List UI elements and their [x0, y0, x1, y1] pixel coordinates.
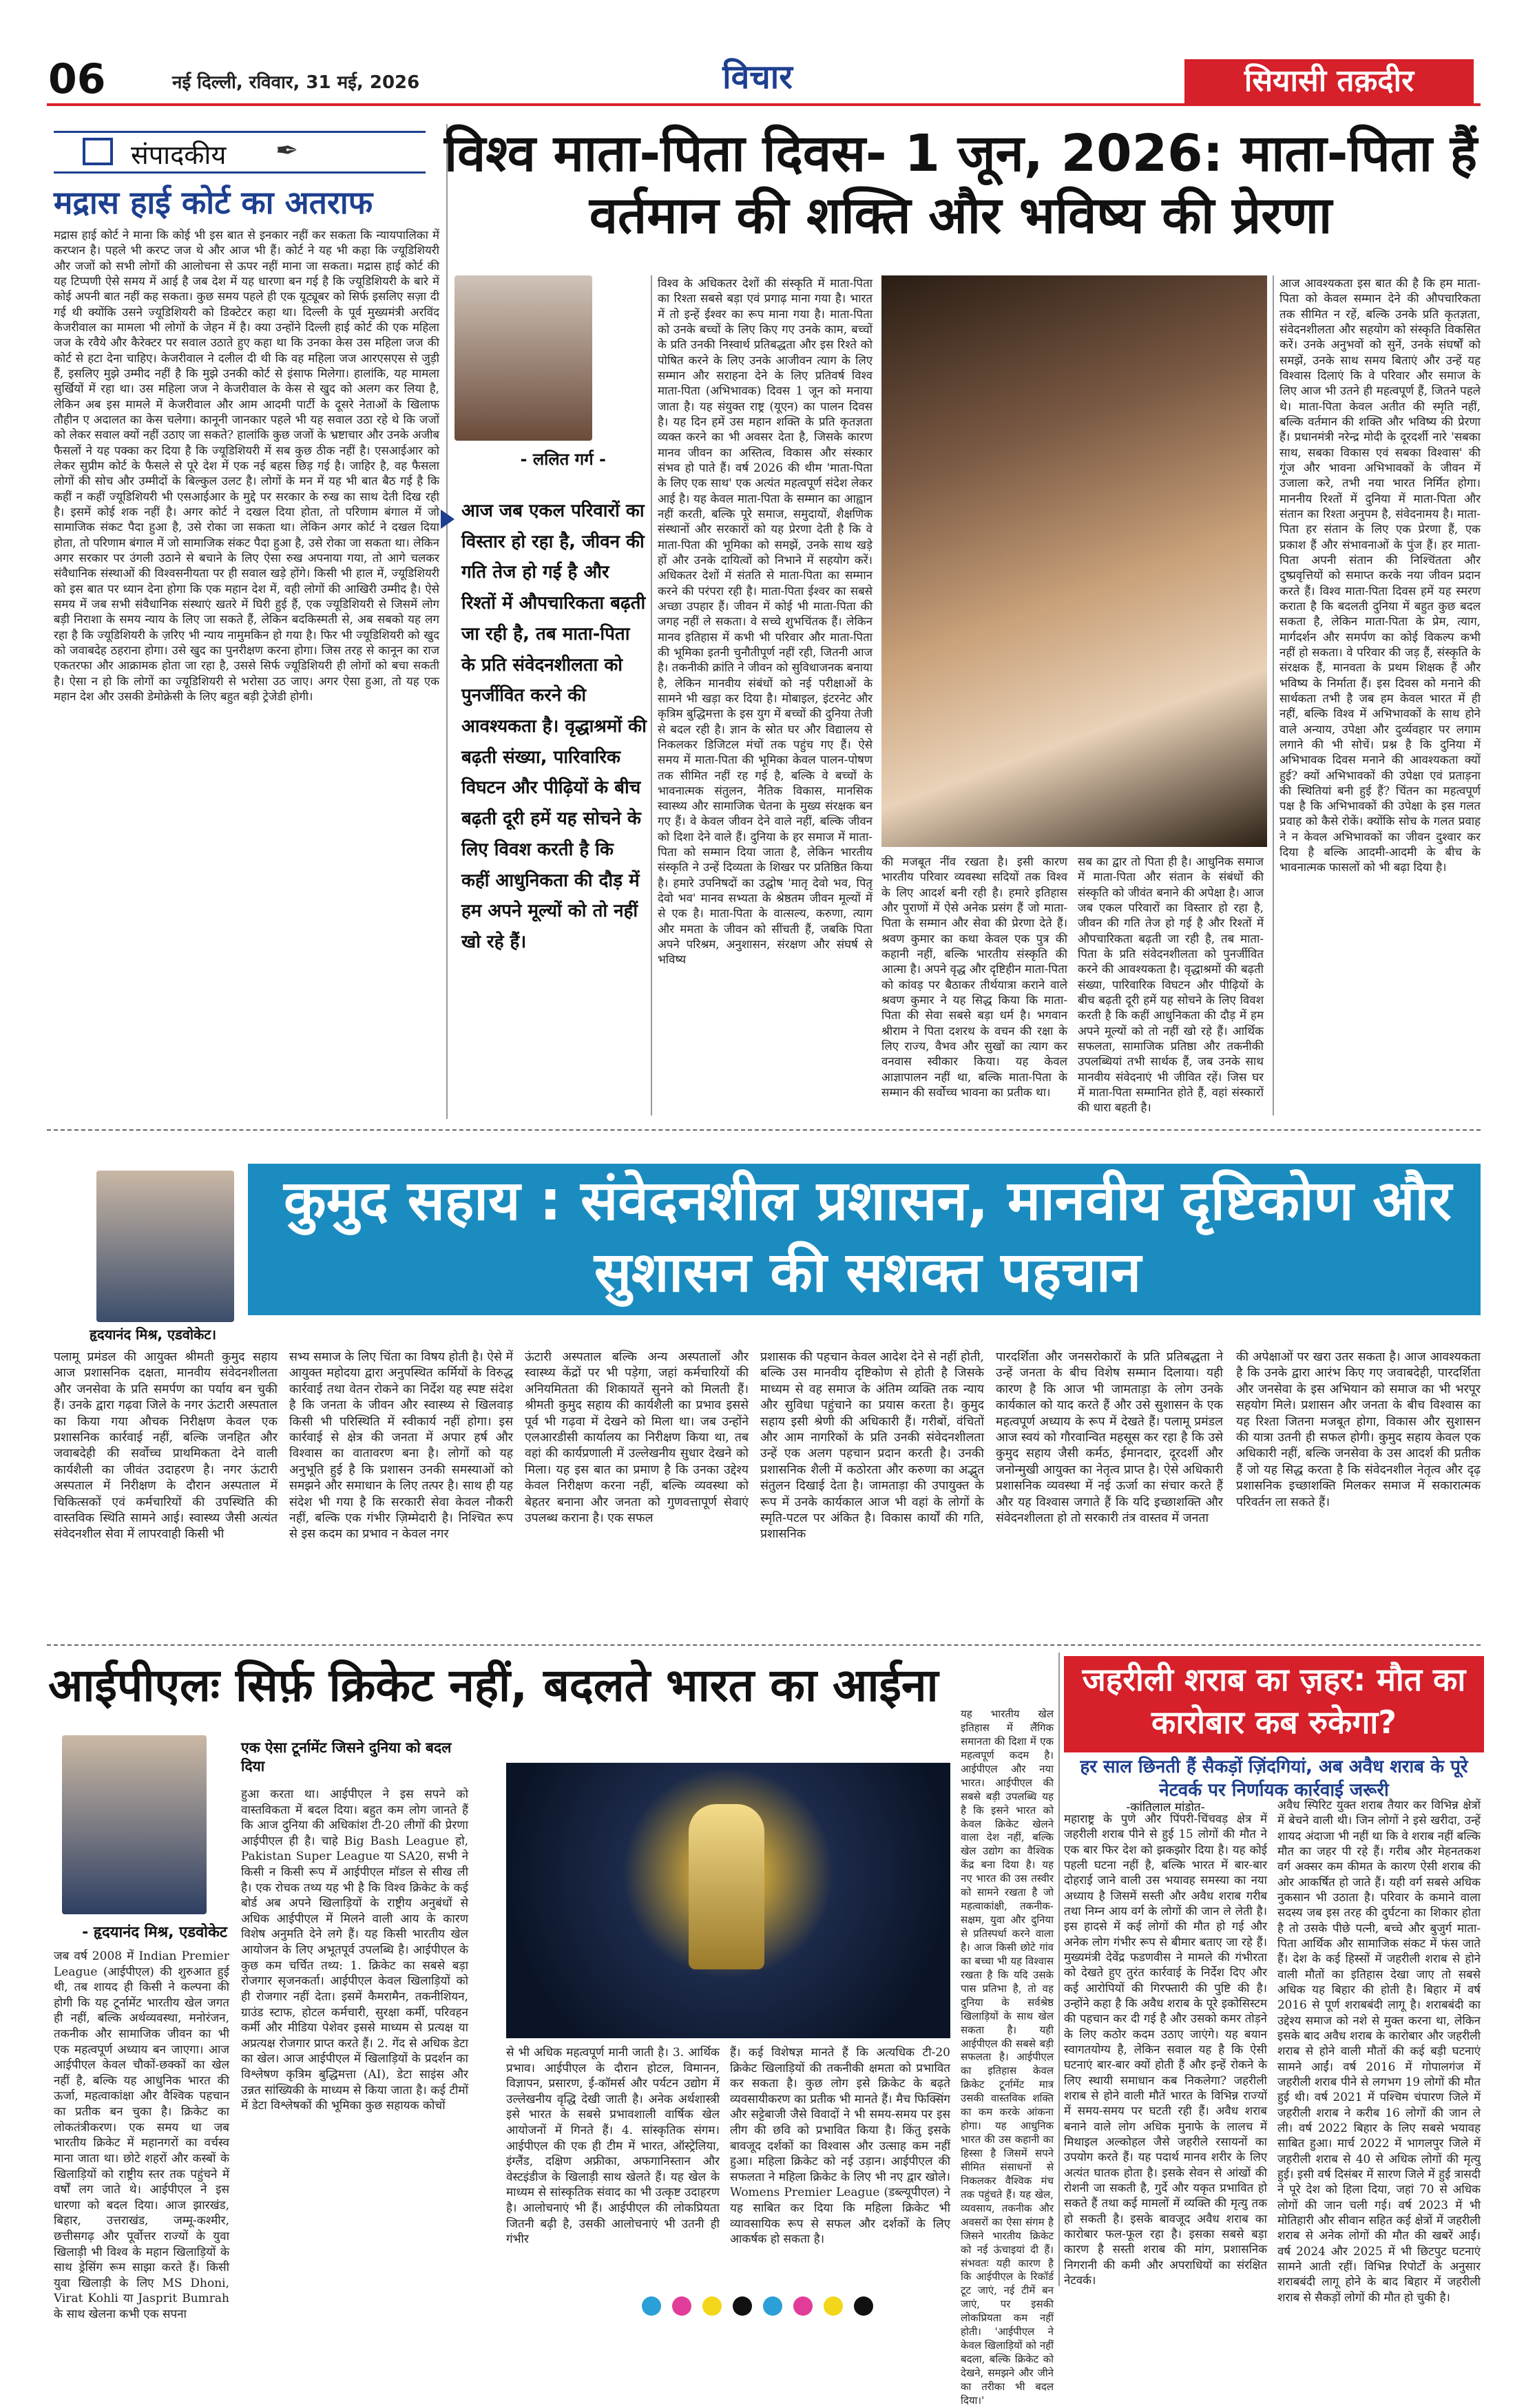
lead-column-3: सब का द्वार तो पिता ही है। आधुनिक समाज में माता-पिता और संतान के संबंधों की संस्कृति को जीवंत बनाने की अपेक्षा है। आज जब एकल परिवारों का विस्तार हो रहा है, जीवन की गति तेज हो गई है और रिश्तों में औपचारिकता बढ़ती जा रही है, तब माता-पिता के प्रति संवेदनशीलता को पुनर्जीवित करने की आवश्यकता है। वृद्धाश्रमों की बढ़ती संख्या, पारिवारिक विघटन और पीढ़ियों के बीच बढ़ती दूरी हमें यह सोचने के लिए विवश करती है कि कहीं आधुनिकता की दौड़ में हम अपने मूल्यों को तो नहीं खो रहे हैं। आर्थिक सफलता, सामाजिक प्रतिष्ठा और तकनीकी उपलब्धियां तभी सार्थक हैं, जब उनके साथ मानवीय संवेदनाएं भी जीवित रहें। जिस घर में माता-पिता सम्मानित होते हैं, वहां संस्कारों की धारा बहती है।: [1078, 855, 1264, 1115]
liquor-column-1: महाराष्ट्र के पुणे और पिंपरी-चिंचवड़ क्षेत्र में जहरीली शराब पीने से हुई 15 लोगों की मौत ने एक बार फिर देश को झकझोर दिया है। यह कोई पहली घटना नहीं है, बल्कि भारत में बार-बार दोहराई जाने वाली उस भयावह समस्या का नया अध्याय है जिसमें सस्ती और अवैध शराब गरीब तथा निम्न आय वर्ग के लोगों की जान ले लेती है। इस हादसे में कई लोगों की मौत हो गई और अनेक लोग गंभीर रूप से बीमार बताए जा रहे हैं। मुख्यमंत्री देवेंद्र फडणवीस ने मामले की गंभीरता को देखते हुए तुरंत कार्रवाई के निर्देश दिए और कई आरोपियों की गिरफ्तारी की पुष्टि की है। उन्होंने कहा है कि अवैध शराब के पूरे इकोसिस्टम की पहचान कर दी गई है और उसको कमर तोड़ने के लिए कठोर कदम उठाए जाएंगे। यह बयान स्वागतयोग्य है, लेकिन सवाल यह है कि ऐसी घटनाएं बार-बार क्यों होती हैं और इन्हें रोकने के लिए स्थायी समाधान कब निकलेगा? जहरीली शराब से होने वाली मौतें भारत के विभिन्न राज्यों में समय-समय पर घटती रही हैं। अवैध शराब बनाने वाले लोग अधिक मुनाफे के लालच में मिथाइल अल्कोहल जैसे जहरीले रसायनों का उपयोग करते हैं। यह पदार्थ मानव शरीर के लिए अत्यंत घातक होता है। इसके सेवन से आंखों की रोशनी जा सकती है, गुर्दे और यकृत प्रभावित हो सकते हैं तथा कई मामलों में व्यक्ति की मृत्यु तक हो सकती है। इसके बावजूद अवैध शराब का कारोबार फल-फूल रहा है। इसका सबसे बड़ा कारण है सस्ती शराब की मांग, प्रशासनिक निगरानी की कमी और अपराधियों का संरक्षित नेटवर्क।: [1064, 1812, 1267, 2287]
story2-column-4: प्रशासक की पहचान केवल आदेश देने से नहीं होती, बल्कि उस मानवीय दृष्टिकोण से होती है जिसके माध्यम से वह समाज के अंतिम व्यक्ति तक न्याय और सुविधा पहुंचाने का प्रयास करता है। कुमुद सहाय इसी श्रेणी की अधिकारी हैं। गरीबों, वंचितों और आम नागरिकों के प्रति उनकी संवेदनशीलता उन्हें एक अलग पहचान प्रदान करती है। उनकी प्रशासनिक शैली में कठोरता और करुणा का अद्भुत संतुलन दिखाई देता है। जामताड़ा की उपायुक्त के रूप में उनके कार्यकाल आज भी वहां के लोगों के स्मृति-पटल पर अंकित है। विकास कार्यों की गति, प्रशासनिक: [760, 1350, 984, 1542]
lead-headline: विश्व माता-पिता दिवस- 1 जून, 2026: माता-पिता हैं वर्तमान की शक्ति और भविष्य की प्रेरणा: [443, 124, 1478, 246]
story2-column-2: सभ्य समाज के लिए चिंता का विषय होती है। ऐसे में आयुक्त महोदया द्वारा अनुपस्थित कर्मियों के विरुद्ध कार्रवाई तथा वेतन रोकने का निर्देश यह स्पष्ट संदेश है कि जनता के जीवन और स्वास्थ्य से खिलवाड़ किसी भी परिस्थिति में स्वीकार्य नहीं होगा। इस कार्रवाई से क्षेत्र की जनता में अपार हर्ष और विश्वास का वातावरण बना है। लोगों को यह अनुभूति हुई है कि प्रशासन उनकी समस्याओं को समझने और समाधान के लिए तत्पर है। साथ ही यह संदेश भी गया है कि सरकारी सेवा केवल नौकरी नहीं, बल्कि एक गंभीर ज़िम्मेदारी है। निश्चित रूप से इस कदम का प्रभाव न केवल नगर: [289, 1350, 513, 1542]
ipl-column-2: हुआ करता था। आईपीएल ने इस सपने को वास्तविकता में बदल दिया। बहुत कम लोग जानते हैं कि आज दुनिया की अधिकांश टी-20 लीगों की प्रेरणा आईपीएल ही है। चाहे Big Bash League हो, Pakistan Super League या SA20, सभी ने किसी न किसी रूप में आईपीएल मॉडल से सीख ली है। एक रोचक तथ्य यह भी है कि विश्व क्रिकेट के कई बोर्ड अब अपने खिलाड़ियों के राष्ट्रीय अनुबंधों से अधिक आईपीएल में मिलने वाली आय के कारण विशेष अनुमति देने लगे हैं। यह किसी भारतीय खेल आयोजन के लिए अभूतपूर्व उपलब्धि है। आईपीएल के कुछ कम चर्चित तथ्य: 1. क्रिकेट का सबसे बड़ा रोजगार सृजनकर्ता। आईपीएल केवल खिलाड़ियों को ही रोजगार नहीं देता। इसमें कैमरामैन, तकनीशियन, ग्राउंड स्टाफ, होटल कर्मचारी, सुरक्षा कर्मी, परिवहन कर्मी और मीडिया पेशेवर इससे माध्यम से प्रत्यक्ष या अप्रत्यक्ष रोजगार प्राप्त करते हैं। 2. गेंद से अधिक डेटा का खेल। आज आईपीएल में खिलाड़ियों के प्रदर्शन का विश्लेषण कृत्रिम बुद्धिमत्ता (AI), डेटा साइंस और उन्नत सांख्यिकी के माध्यम से किया जाता है। कई टीमों में डेटा विश्लेषकों की भूमिका कुछ सहायक कोचों: [241, 1788, 468, 2113]
section-divider: [47, 1129, 1481, 1131]
family-photo: [881, 275, 1267, 847]
masthead-rule: [47, 103, 1481, 106]
section-divider: [47, 1644, 1481, 1646]
lead-column-4: आज आवश्यकता इस बात की है कि हम माता-पिता को केवल सम्मान देने की औपचारिकता तक सीमित न रहें, बल्कि उनके प्रति कृतज्ञता, संवेदनशीलता और सहयोग को संस्कृति विकसित करें। उनके अनुभवों को सुनें, उनके संघर्षों को समझें, उनके साथ समय बिताएं और उन्हें यह विश्वास दिलाएं कि वे परिवार और समाज के लिए आज भी उतने ही महत्वपूर्ण हैं, जितने पहले थे। माता-पिता केवल अतीत की स्मृति नहीं, बल्कि वर्तमान की शक्ति और भविष्य की प्रेरणा हैं। प्रधानमंत्री नरेन्द्र मोदी के दूरदर्शी नारे 'सबका साथ, सबका विकास एवं सबका विश्वास' की गूंज और भावना अभिभावकों के जीवन में उजाला करे, तभी नया भारत निर्मित होगा। माननीय रिश्तों में दुनिया में माता-पिता और संतान का रिश्ता अनुपम है, संवेदनामय है। माता-पिता हर संतान के लिए एक प्रेरणा हैं, एक प्रकाश हैं और संभावनाओं के पुंज हैं। हर माता-पिता अपनी संतान की निश्चिंतता और दुष्प्रवृत्तियों को समाप्त करके नया जीवन प्रदान करते हैं। विश्व माता-पिता दिवस हमें यह स्मरण कराता है कि बदलती दुनिया में बहुत कुछ बदल सकता है, लेकिन माता-पिता के प्रेम, त्याग, मार्गदर्शन और समर्पण का कोई विकल्प कभी नहीं हो सकता। वे परिवार की जड़ हैं, संस्कृति के संरक्षक हैं, मानवता के प्रथम शिक्षक हैं और भविष्य के निर्माता हैं। इस दिवस को मनाने की सार्थकता तभी है जब हम केवल भारत में ही नहीं, बल्कि विश्व में अभिभावकों के साथ होने वाले अन्याय, उपेक्षा और दुर्व्यवहार पर लगाम लगाने की भी सोचें। प्रश्न है कि दुनिया में अभिभावक दिवस मनाने की आवश्यकता क्यों हुई? क्यों अभिभावकों की उपेक्षा एवं प्रताड़ना की स्थितियां बनी हुई हैं? चिंतन का महत्वपूर्ण पक्ष है कि अभिभावकों की उपेक्षा के इस गलत प्रवाह को कैसे रोकें। क्योंकि सोच के गलत प्रवाह ने न केवल अभिभावकों का जीवन दुश्वार कर दिया है बल्कि आदमी-आदमी के बीच के भावनात्मक फासलों को भी बढ़ा दिया है।: [1279, 276, 1481, 875]
lead-author: - ललित गर्ग -: [520, 450, 606, 469]
editorial-body: मद्रास हाई कोर्ट ने माना कि कोई भी इस बात से इनकार नहीं कर सकता कि न्यायपालिका में करप्शन है। पहले भी करप्ट जज थे और आज भी हैं। कोर्ट ने यह भी कहा कि ज्यूडिशियरी और जजों को सभी लोगों की आलोचना से ऊपर नहीं माना जा सकता। मद्रास हाई कोर्ट की यह टिप्पणी ऐसे समय में आई है जब देश में यह धारणा बन गई है कि ज्यूडिशियरी के बारे में कोई अपनी बात नहीं कह सकता। कुछ समय पहले ही एक यूट्यूबर को सिर्फ इसलिए सज़ा दी गई थी क्योंकि उसने ज्यूडिशियरी को डिक्टेटर कहा था। दिल्ली के पूर्व मुख्यमंत्री अरविंद केजरीवाल का मामला भी लोगों के जेहन में है। क्या उन्होंने दिल्ली हाई कोर्ट की एक महिला जज के रवैये और कैरेक्टर पर सवाल उठाते हुए कहा था कि उनका केस उस महिला जज की कोर्ट से हटा देना चाहिए। केजरीवाल ने दलील दी थी कि वह महिला जज आरएसएस से जुड़ी हैं, इसलिए मुझे उम्मीद नहीं है कि मुझे उनकी कोर्ट से इंसाफ मिलेगा। हालांकि, यह मामला सुर्खियों में रहा था। उस महिला जज ने केजरीवाल के केस से खुद को अलग कर लिया है, लेकिन अब इस मामले में केजरीवाल और आम आदमी पार्टी के दूसरे नेताओं के खिलाफ तौहीन ए अदालत का केस चलेगा। कानूनी जानकार पहले भी यह सवाल उठा रहे थे कि जजों को लेकर सवाल क्यों नहीं उठाए जा सकते? हालांकि कुछ जजों के भ्रष्टाचार और उनके अजीब फैसलों ने यह पक्का कर दिया है कि ज्यूडिशियरी में सब कुछ ठीक नहीं है। एसआईआर को लेकर सुप्रीम कोर्ट के फैसले से पूरे देश में एक नई बहस छिड़ गई है। जाहिर है, वह फैसला लोगों की सोच और उम्मीदों के बिल्कुल उलट है। लोगों के मन में यह भी बात बैठ गई है कि कहीं न कहीं ज्यूडिशियरी भी एसआईआर के मुद्दे पर सरकार के रुख का साथ देती दिख रही है। इसमें कोई शक नहीं है। अगर कोर्ट ने दखल दिया होता, तो परिणाम बंगाल में जो सामाजिक संकट पैदा हुआ है, उसे रोका जा सकता था। लेकिन अगर कोर्ट ने दखल दिया होता, तो परिणाम बंगाल में जो सामाजिक संकट पैदा हुआ है, उसे रोका जा सकता था। लेकिन अगर सरकार पर उंगली उठाने से बचाने के लिए ऐसा रुख अपनाया गया, तो आगे चलकर संवैधानिक संस्थाओं की विश्वसनीयता पर ही सवाल खड़े होंगे। किसी भी हाल में, ज्यूडिशियरी को इस बात पर ध्यान देना होगा कि एक महान देश में, वही लोगों की आखिरी उम्मीद है। ऐसे समय में जब सभी संवैधानिक संस्थाएं खतरे में घिरी हुई हैं, एक ज्यूडिशियरी से जिसमें लोग बड़ी निराशा के समय न्याय के लिए जा सकते हैं, लेकिन बदकिस्मती से, अब सबको यह लग रहा है कि ज्यूडिशियरी के ज़रिए भी न्याय नामुमकिन हो गया है। फिर भी ज्यूडिशियरी को खुद को जवाबदेह ठहराना होगा। उसे खुद का पुनरीक्षण करना होगा। जिस तरह से कानून का राज एकतरफा और आक्रामक होता जा रहा है, उससे सिर्फ ज्यूडिशियरी ही लोगों को बचा सकती है। ऐसा न हो कि लोगों का ज्यूडिशियरी से भरोसा उठ जाए। अगर ऐसा हुआ, तो यह एक महान देश और उसकी डेमोक्रेसी के लिए बहुत बड़ी ट्रेजेडी होगी।: [54, 228, 439, 703]
author-photo: [62, 1735, 207, 1914]
register-dot: [824, 2296, 843, 2316]
editorial-tag: संपादकीय: [131, 140, 227, 170]
story2-column-3: ऊंटारी अस्पताल बल्कि अन्य अस्पतालों और स्वास्थ्य केंद्रों पर भी पड़ेगा, जहां कर्मचारियों की अनियमितता की शिकायतें सुनने को मिलती हैं। श्रीमती कुमुद सहाय की कार्यशैली का प्रभाव इससे पूर्व भी गढ़वा में देखने को मिला था। जब उन्होंने एलआरडीसी कार्यालय का निरीक्षण किया था, तब वहां की कार्यप्रणाली में उल्लेखनीय सुधार देखने को मिला। यह इस बात का प्रमाण है कि उनका उद्देश्य केवल निरीक्षण करना नहीं, बल्कि व्यवस्था को बेहतर बनाना और जनता को गुणवत्तापूर्ण सेवाएं उपलब्ध कराना है। एक सफल: [525, 1350, 749, 1525]
ipl-subhead: एक ऐसा टूर्नामेंट जिसने दुनिया को बदल दिया: [241, 1739, 452, 1775]
ipl-column-5: यह भारतीय खेल इतिहास में लैंगिक समानता की दिशा में एक महत्वपूर्ण कदम है। आईपीएल और नया भारत। आईपीएल की सबसे बड़ी उपलब्धि यह है कि इसने भारत को केवल क्रिकेट खेलने वाला देश नहीं, बल्कि खेल उद्योग का वैश्विक केंद्र बना दिया है। यह नए भारत की उस तस्वीर को सामने रखता है जो महत्वाकांक्षी, तकनीक-सक्षम, युवा और दुनिया से प्रतिस्पर्धा करने वाला है। आज किसी छोटे गांव का बच्चा भी यह विश्वास रखता है कि यदि उसके पास प्रतिभा है, तो वह दुनिया के सर्वश्रेष्ठ खिलाड़ियों के साथ खेल सकता है। यही आईपीएल की सबसे बड़ी सफलता है। आईपीएल का इतिहास केवल क्रिकेट टूर्नामेंट मात्र उसकी वास्तविक शक्ति का कम करके आंकना होगा। यह आधुनिक भारत की उस कहानी का हिस्सा है जिसमें सपने सीमित संसाधनों से निकलकर वैश्विक मंच तक पहुंचते हैं। यह खेल, व्यवसाय, तकनीक और अवसरों का ऐसा संगम है जिसने भारतीय क्रिकेट को नई ऊंचाइयां दी हैं। संभवतः यही कारण है कि आईपीएल के रिकॉर्ड टूट जाएं, नई टीमें बन जाएं, पर इसकी लोकप्रियता कम नहीं होती। 'आईपीएल ने केवल खिलाड़ियों को नहीं बदला, बल्कि क्रिकेट को देखने, समझने और जीने का तरीका भी बदल दिया।': [961, 1708, 1054, 2407]
liquor-column-2: अवैध स्पिरिट युक्त शराब तैयार कर विभिन्न क्षेत्रों में बेचने वाली थी। जिन लोगों ने इसे खरीदा, उन्हें शायद अंदाजा भी नहीं था कि वे शराब नहीं बल्कि मौत का जहर पी रहे हैं। गरीब और मेहनतकश वर्ग अक्सर कम कीमत के कारण ऐसी शराब की ओर आकर्षित हो जाते हैं। यही वर्ग सबसे अधिक नुकसान भी उठाता है। परिवार के कमाने वाला सदस्य जब इस तरह की दुर्घटना का शिकार होता है तो उसके पीछे पत्नी, बच्चे और बुजुर्ग माता-पिता आर्थिक और सामाजिक संकट में फंस जाते हैं। देश के कई हिस्सों में जहरीली शराब से होने वाली मौतों का इतिहास देखा जाए तो सबसे अधिक यह बिहार की होती है। बिहार में वर्ष 2016 से पूर्ण शराबबंदी लागू है। शराबबंदी का उद्देश्य समाज को नशे से मुक्त करना था, लेकिन इसके बाद अवैध शराब के कारोबार और जहरीली शराब से होने वाली मौतों की कई बड़ी घटनाएं सामने आईं। वर्ष 2016 में गोपालगंज में जहरीली शराब पीने से लगभग 19 लोगों की मौत हुई थी। वर्ष 2021 में पश्चिम चंपारण जिले में जहरीली शराब ने करीब 16 लोगों की जान ले ली। वर्ष 2022 बिहार के लिए सबसे भयावह साबित हुआ। मार्च 2022 में भागलपुर जिले में जहरीली शराब से 40 से अधिक लोगों की मृत्यु हुई। इसी वर्ष दिसंबर में सारण जिले में हुई त्रासदी ने पूरे देश को हिला दिया, जहां 70 से अधिक लोगों की जान चली गई। वर्ष 2023 में भी मोतिहारी और सीवान सहित कई क्षेत्रों में जहरीली शराब से अनेक लोगों की मौत की खबरें आईं। वर्ष 2024 और 2025 में भी छिटपुट घटनाएं सामने आती रहीं। विभिन्न रिपोर्टों के अनुसार शराबबंदी लागू होने के बाद बिहार में जहरीली शराब से सैकड़ों लोगों की मौत हो चुकी है।: [1277, 1798, 1481, 2304]
ipl-author: - हृदयानंद मिश्र, एडवोकेट: [82, 1924, 227, 1941]
liquor-author: -कांतिलाल मांडोत-: [1126, 1801, 1205, 1814]
register-dot: [672, 2296, 691, 2316]
liquor-subhead: हर साल छिनती हैं सैकड़ों ज़िंदगियां, अब अवैध शराब के पूरे नेटवर्क पर निर्णायक कार्रवाई जरूरी: [1080, 1757, 1468, 1801]
lead-column-2: की मजबूत नींव रखता है। इसी कारण भारतीय परिवार व्यवस्था सदियों तक विश्व के लिए आदर्श बनी रही है। हमारे इतिहास और पुराणों में ऐसे अनेक प्रसंग हैं जो माता-पिता के सम्मान और सेवा की प्रेरणा देते हैं। श्रवण कुमार का कथा केवल एक पुत्र की कहानी नहीं, बल्कि भारतीय संस्कृति की आत्मा है। अपने वृद्ध और दृष्टिहीन माता-पिता को कांवड़ पर बैठाकर तीर्थयात्रा कराने वाले श्रवण कुमार ने यह सिद्ध किया कि माता-पिता की सेवा सबसे बड़ा धर्म है। भगवान श्रीराम ने पिता दशरथ के वचन की रक्षा के लिए राज्य, वैभव और सुखों का त्याग कर वनवास स्वीकार किया। यह केवल आज्ञापालन नहीं था, बल्कि माता-पिता के सम्मान की सर्वोच्च भावना का प्रतीक था।: [881, 855, 1067, 1099]
story2-column-1: पलामू प्रमंडल की आयुक्त श्रीमती कुमुद सहाय आज प्रशासनिक दक्षता, मानवीय संवेदनशीलता और जनसेवा के प्रति समर्पण का पर्याय बन चुकी हैं। उनके द्वारा गढ़वा जिले के नगर ऊंटारी अस्पताल का किया गया औचक निरीक्षण केवल एक प्रशासनिक कार्रवाई नहीं, बल्कि जनहित और जवाबदेही की सर्वोच्च प्राथमिकता देने वाली कार्यशैली का जीवंत उदाहरण है। नगर ऊंटारी अस्पताल में निरीक्षण के दौरान अस्पताल में चिकित्सकों एवं कर्मचारियों की उपस्थिति की वास्तविक स्थिति सामने आई। स्वास्थ्य जैसी अत्यंत संवेदनशील सेवा में लापरवाही किसी भी: [54, 1350, 278, 1542]
story2-author: हृदयानंद मिश्र, एडवोकेट।: [90, 1326, 217, 1343]
author-photo: [454, 275, 592, 441]
ipl-column-1: जब वर्ष 2008 में Indian Premier League (आईपीएल) की शुरुआत हुई थी, तब शायद ही किसी ने कल्पना की होगी कि यह टूर्नामेंट भारतीय खेल जगत ही नहीं, बल्कि अर्थव्यवस्था, मनोरंजन, तकनीक और सामाजिक जीवन का भी एक महत्वपूर्ण अध्याय बन जाएगा। आज आईपीएल केवल चौकों-छक्कों का खेल नहीं है, बल्कि यह आधुनिक भारत की ऊर्जा, महत्वाकांक्षा और वैश्विक पहचान का प्रतीक बन चुका है। क्रिकेट का लोकतंत्रीकरण। एक समय था जब भारतीय क्रिकेट में महानगरों का वर्चस्व माना जाता था। छोटे शहरों और कस्बों के खिलाड़ियों को राष्ट्रीय स्तर तक पहुंचने में वर्षों लग जाते थे। आईपीएल ने इस धारणा को बदल दिया। आज झारखंड, बिहार, उत्तराखंड, जम्मू-कश्मीर, छत्तीसगढ़ और पूर्वोत्तर राज्यों के युवा खिलाड़ी भी विश्व के महान खिलाड़ियों के साथ ड्रेसिंग रूम साझा करते हैं। किसी युवा खिलाड़ी के लिए MS Dhoni, Virat Kohli या Jasprit Bumrah के साथ खेलना कभी एक सपना: [54, 1949, 229, 2322]
print-register-marks: [0, 2296, 1515, 2323]
story2-column-6: की अपेक्षाओं पर खरा उतर सकता है। आज आवश्यकता है कि उनके द्वारा आरंभ किए गए जवाबदेही, पारदर्शिता और जनसेवा के इस अभियान को समाज का भी भरपूर सहयोग मिले। प्रशासन और जनता के बीच विश्वास का यह रिश्ता जितना मजबूत होगा, विकास और सुशासन की यात्रा उतनी ही सफल होगी। कुमुद सहाय केवल एक अधिकारी नहीं, बल्कि जनसेवा के उस आदर्श की प्रतीक हैं जो यह सिद्ध करता है कि संवेदनशील नेतृत्व और दृढ़ प्रशासनिक इच्छाशक्ति मिलकर समाज में सकारात्मक परिवर्तन ला सकते हैं।: [1236, 1350, 1481, 1509]
register-dot: [733, 2296, 752, 2316]
page-number: 06: [48, 55, 106, 103]
story2-headline: कुमुद सहाय : संवेदनशील प्रशासन, मानवीय दृष्टिकोण और सुशासन की सशक्त पहचान: [284, 1169, 1452, 1304]
editorial-tag-box: [83, 138, 113, 165]
register-dot: [642, 2296, 661, 2316]
ipl-column-3: से भी अधिक महत्वपूर्ण मानी जाती है। 3. आर्थिक प्रभाव। आईपीएल के दौरान होटल, विमानन, विज्ञापन, प्रसारण, ई-कॉमर्स और पर्यटन उद्योग में उल्लेखनीय वृद्धि देखी जाती है। अनेक अर्थशास्त्री इसे भारत के सबसे प्रभावशाली वार्षिक खेल आयोजनों में गिनते हैं। 4. सांस्कृतिक संगम। आईपीएल की एक ही टीम में भारत, ऑस्ट्रेलिया, इंग्लैंड, दक्षिण अफ्रीका, अफगानिस्तान और वेस्टइंडीज के खिलाड़ी साथ खेलते हैं। यह खेल के माध्यम से सांस्कृतिक संवाद का भी उत्कृष्ट उदाहरण है। आलोचनाएं भी हैं। आईपीएल की लोकप्रियता जितनी बढ़ी है, उसकी आलोचनाएं भी उतनी ही गंभीर: [506, 2046, 720, 2247]
ipl-column-4: हैं। कई विशेषज्ञ मानते हैं कि अत्यधिक टी-20 क्रिकेट खिलाड़ियों की तकनीकी क्षमता को प्रभावित कर सकता है। कुछ लोग इसे क्रिकेट के बढ़ते व्यवसायीकरण का प्रतीक भी मानते हैं। मैच फिक्सिंग और सट्टेबाजी जैसे विवादों ने भी समय-समय पर इस लीग की छवि को प्रभावित किया है। किंतु इसके बावजूद दर्शकों का विश्वास और उत्साह कम नहीं हुआ। महिला क्रिकेट को नई उड़ान। आईपीएल की सफलता ने महिला क्रिकेट के लिए भी नए द्वार खोले। Womens Premier League (डब्ल्यूपीएल) ने यह साबित कर दिया कि महिला क्रिकेट भी व्यावसायिक रूप से सफल और दर्शकों के लिए आकर्षक हो सकता है।: [730, 2046, 950, 2247]
lead-column-1: विश्व के अधिकतर देशों की संस्कृति में माता-पिता का रिश्ता सबसे बड़ा एवं प्रगाढ़ माना गया है। भारत में तो इन्हें ईश्वर का रूप माना गया है। माता-पिता को उनके बच्चों के लिए किए गए उनके काम, बच्चों के प्रति उनकी निस्वार्थ प्रतिबद्धता और इस रिश्ते को पोषित करने के लिए उनके आजीवन त्याग के लिए सम्मान और सराहना देने के लिए प्रतिवर्ष विश्व माता-पिता (अभिभावक) दिवस 1 जून को मनाया जाता है। यह संयुक्त राष्ट्र (यूएन) का पालन दिवस है। यह दिन हमें उस महान शक्ति के प्रति कृतज्ञता व्यक्त करने का भी अवसर देता है, जिसके कारण मानव जीवन का अस्तित्व, विकास और संस्कार संभव हो पाते हैं। वर्ष 2026 की थीम 'माता-पिता के लिए एक साथ' एक अत्यंत महत्वपूर्ण संदेश लेकर आई है। यह केवल माता-पिता के सम्मान का आह्वान नहीं करती, बल्कि पूरे समाज, समुदायों, शैक्षणिक संस्थानों और सरकारों को यह प्रेरणा देती है कि वे माता-पिता की भूमिका को समझें, उनके साथ खड़े हों और उनके दायित्वों को निभाने में सहयोग करें। अधिकतर देशों में संतति से माता-पिता का सम्मान करने की परंपरा रही है। माता-पिता ईश्वर का सबसे अच्छा उपहार हैं। जीवन में कोई भी माता-पिता की जगह नहीं ले सकता। वे सच्चे शुभचिंतक हैं। लेकिन मानव इतिहास में कभी भी परिवार और माता-पिता की भूमिका इतनी चुनौतीपूर्ण नहीं रही, जितनी आज है। तकनीकी क्रांति ने जीवन को सुविधाजनक बनाया है, लेकिन मानवीय संबंधों को नई परीक्षाओं के सामने भी खड़ा कर दिया है। मोबाइल, इंटरनेट और कृत्रिम बुद्धिमत्ता के इस युग में बच्चों की दुनिया तेजी से बदल रही है। ज्ञान के स्रोत घर और विद्यालय से निकलकर डिजिटल मंचों तक पहुंच गए हैं। ऐसे समय में माता-पिता की भूमिका केवल पालन-पोषण तक सीमित नहीं रह गई है, बल्कि वे बच्चों के भावनात्मक संतुलन, नैतिक विकास, मानसिक स्वास्थ्य और सामाजिक चेतना के मुख्य संरक्षक बन गए हैं। वे केवल जीवन देने वाले नहीं, बल्कि जीवन को दिशा देने वाले हैं। दुनिया के हर समाज में माता-पिता को सम्मान दिया जाता है, लेकिन भारतीय संस्कृति ने उन्हें दिव्यता के शिखर पर प्रतिष्ठित किया है। हमारे उपनिषदों का उद्घोष 'मातृ देवो भव, पितृ देवो भव' मानव सभ्यता के श्रेष्ठतम जीवन मूल्यों में से एक है। माता-पिता के वात्सल्य, करुणा, त्याग और ममता के जीवन को सींचती हैं, जबकि पिता अपने परिश्रम, अनुशासन, संरक्षण और संघर्ष से भविष्य: [658, 276, 873, 967]
register-dot: [854, 2296, 873, 2316]
paper-name: सियासी तक़दीर: [1184, 59, 1474, 103]
pen-icon: ✒: [275, 135, 299, 167]
story2-column-5: पारदर्शिता और जनसरोकारों के प्रति प्रतिबद्धता ने उन्हें जनता के बीच विशेष सम्मान दिलाया। यही कारण है कि आज भी जामताड़ा के लोग उनके कार्यकाल को याद करते हैं और उसे सुशासन के एक महत्वपूर्ण अध्याय के रूप में देखते हैं। पलामू प्रमंडल आज स्वयं को गौरवान्वित महसूस कर रहा है कि उसे कुमुद सहाय जैसी कर्मठ, ईमानदार, दूरदर्शी और जनोन्मुखी आयुक्त का नेतृत्व प्राप्त है। ऐसे अधिकारी प्रशासनिक व्यवस्था में नई ऊर्जा का संचार करते हैं और यह विश्वास जगाते हैं कि यदि इच्छाशक्ति और संवेदनशीलता हो तो सरकारी तंत्र वास्तव में जनता: [996, 1350, 1223, 1525]
register-dot: [702, 2296, 722, 2316]
ipl-headline: आईपीएलः सिर्फ़ क्रिकेट नहीं, बदलते भारत का आईना: [48, 1659, 939, 1712]
trophy-icon: [689, 1804, 764, 1969]
author-photo: [96, 1171, 234, 1322]
column-divider: [1058, 1653, 1060, 2286]
liquor-headline: जहरीली शराब का ज़हर: मौत का कारोबार कब रुकेगा?: [1082, 1661, 1466, 1741]
column-divider: [651, 275, 652, 1116]
register-dot: [793, 2296, 813, 2316]
masthead: [0, 0, 1515, 103]
section-name: विचार: [722, 58, 793, 96]
issue-date: नई दिल्ली, रविवार, 31 मई, 2026: [172, 72, 420, 93]
editorial-headline: मद्रास हाई कोर्ट का अतराफ: [54, 184, 373, 221]
pull-quote: आज जब एकल परिवारों का विस्तार हो रहा है, जीवन की गति तेज हो गई है और रिश्तों में औपचारिकता बढ़ती जा रही है, तब माता-पिता के प्रति संवेदनशीलता को पुनर्जीवित करने की आवश्यकता है। वृद्धाश्रमों की बढ़ती संख्या, पारिवारिक विघटन और पीढ़ियों के बीच बढ़ती दूरी हमें यह सोचने के लिए विवश करती है कि कहीं आधुनिकता की दौड़ में हम अपने मूल्यों को तो नहीं खो रहे हैं।: [461, 501, 647, 953]
register-dot: [763, 2296, 782, 2316]
column-divider: [1273, 275, 1274, 1116]
